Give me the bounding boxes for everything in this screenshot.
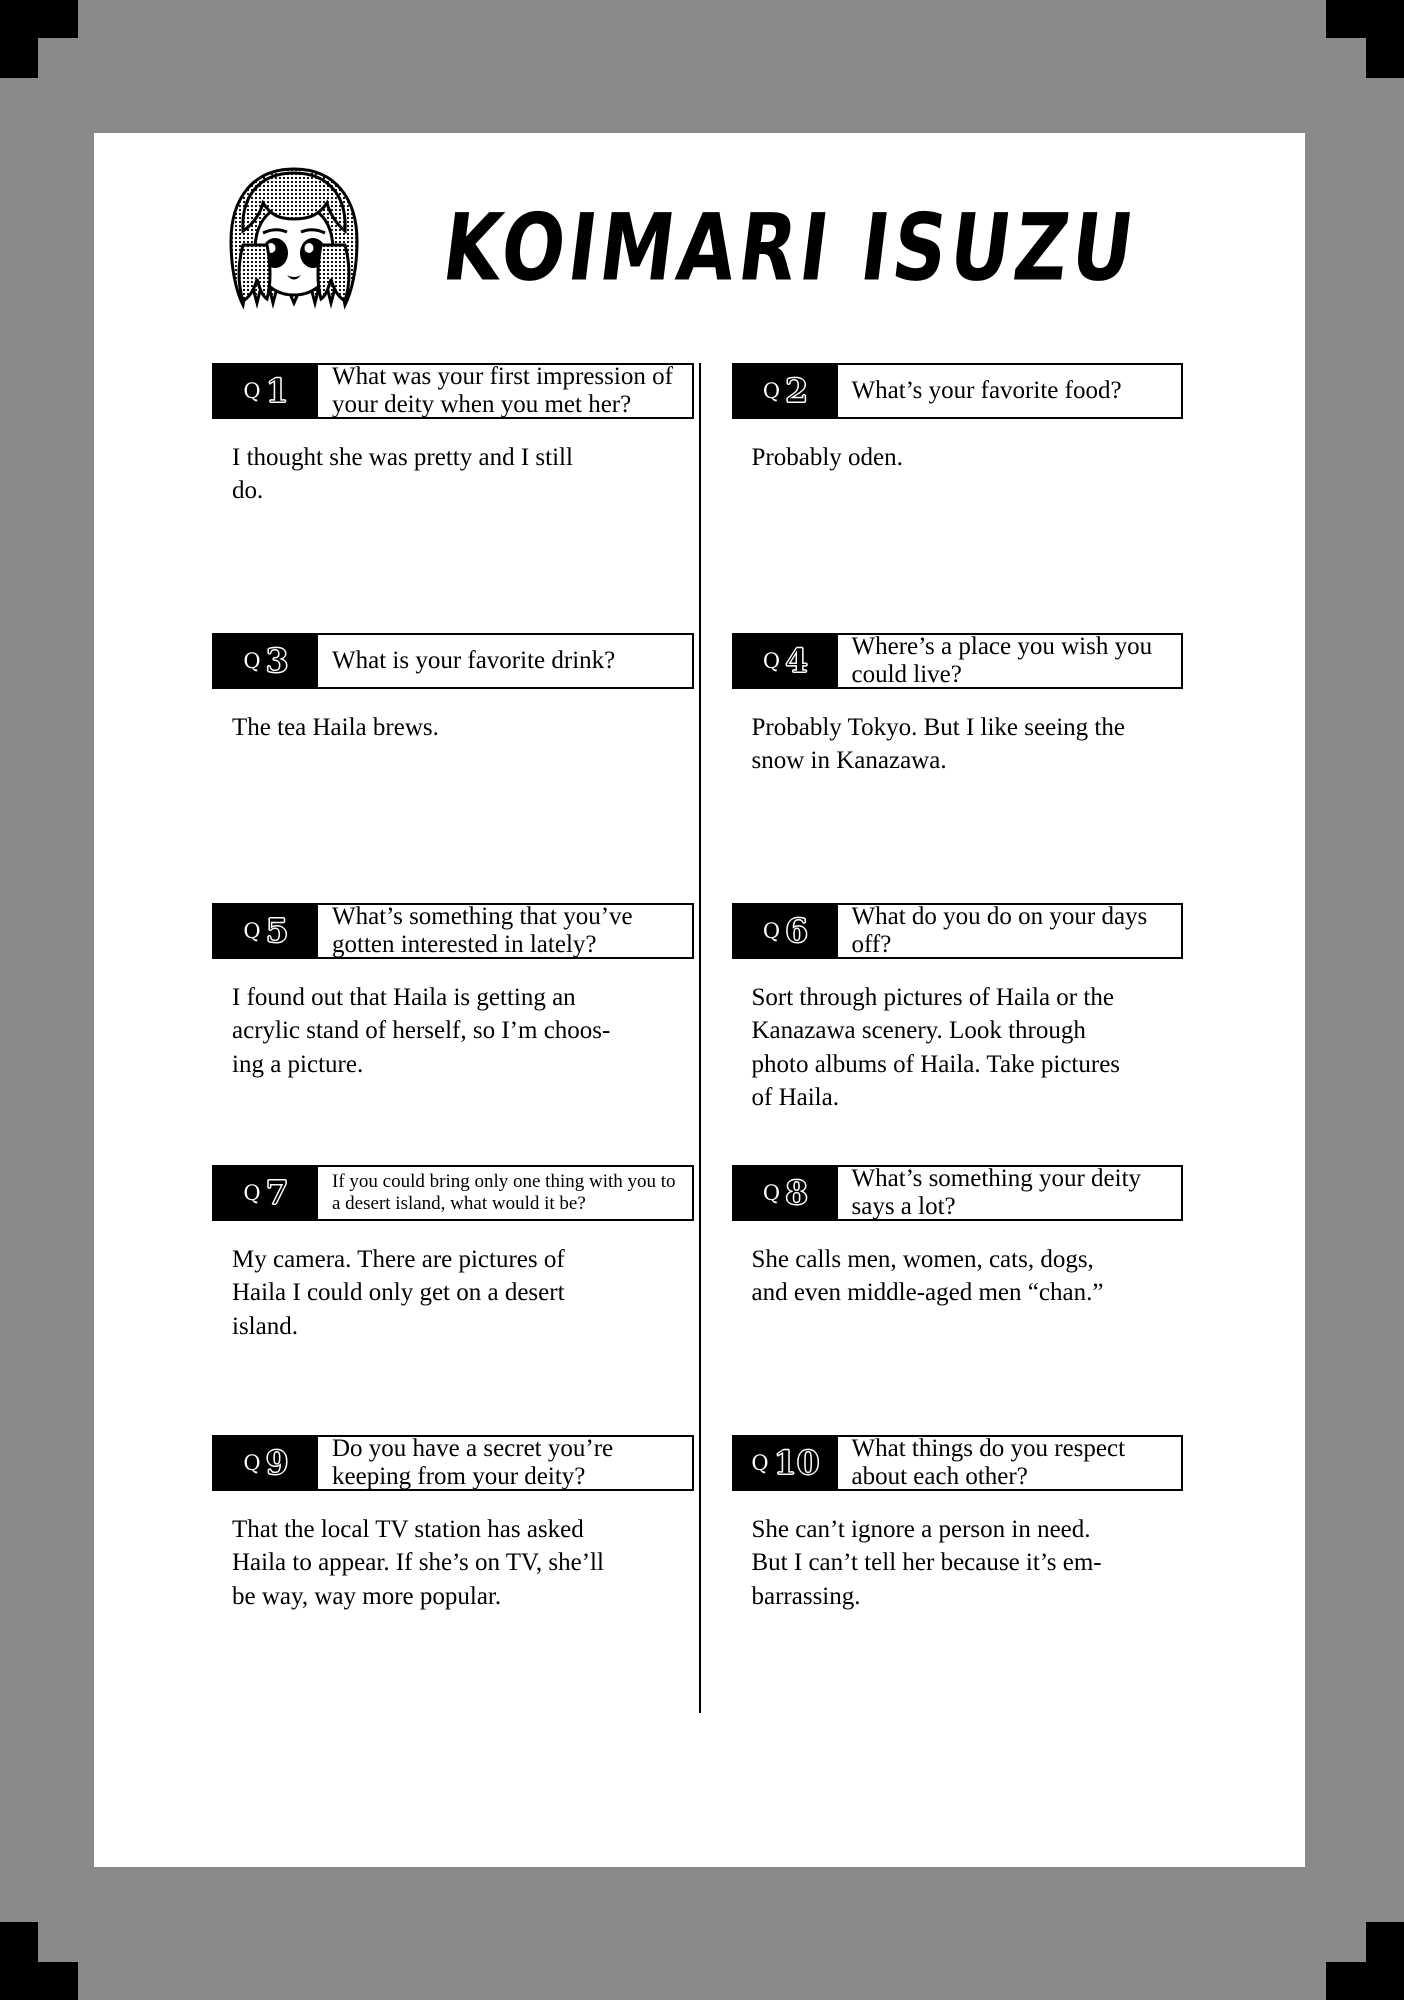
question-bar-10 [732,1435,1184,1491]
question-number-8 [734,1167,838,1219]
qa-grid [212,363,1187,1713]
q-letter: Q [243,1451,261,1475]
qa-row [212,1435,1187,1713]
question-number-9 [214,1437,318,1489]
question-text-7: If you could bring only one thing with you to a desert island, what would it be? [332,1170,676,1214]
qa-row [212,1165,1187,1435]
q-index: 9 [265,1442,289,1482]
page-title: KOIMARI ISUZU [437,194,1143,302]
q-index: 7 [265,1172,289,1212]
qa-cell-7 [212,1165,700,1435]
question-bar-5 [212,903,694,959]
question-bar-7 [212,1165,694,1221]
q-index: 5 [265,910,289,950]
question-number-6 [734,905,838,957]
q-letter: Q [762,1181,781,1205]
question-number-2 [734,365,838,417]
q-letter: Q [243,379,261,403]
question-text-10: What things do you respect about each other? [851,1435,1126,1490]
crop-mark-bottom-right [1326,1922,1404,2000]
qa-cell-3 [212,633,700,903]
answer-text-5: I found out that Haila is getting an acrylic stand of herself, so I’m choos- ing a picture. [232,984,611,1078]
answer-text-9: That the local TV station has asked Haila to appear. If she’s on TV, she’ll be way, way more popular. [232,1516,604,1610]
question-bar-8 [732,1165,1184,1221]
question-bar-4 [732,633,1184,689]
question-text-9: Do you have a secret you’re keeping from your deity? [332,1435,614,1490]
answer-text-7: My camera. There are pictures of Haila I could only get on a desert island. [232,1246,565,1340]
answer-text-10: She can’t ignore a person in need. But I can’t tell her because it’s em- barrassing. [751,1516,1102,1610]
question-number-4 [734,635,838,687]
q-index: 1 [265,370,289,410]
qa-cell-2 [700,363,1188,633]
q-letter: Q [243,649,261,673]
q-letter: Q [243,919,261,943]
qa-cell-9 [212,1435,700,1713]
question-number-5 [214,905,318,957]
question-bar-1 [212,363,694,419]
q-index: 2 [785,370,809,410]
crop-mark-bottom-left [0,1922,78,2000]
question-number-10 [734,1437,838,1489]
question-bar-6 [732,903,1184,959]
q-index: 6 [785,910,809,950]
qa-cell-5 [212,903,700,1165]
answer-text-6: Sort through pictures of Haila or the Kanazawa scenery. Look through photo albums of Haila. Take pictures of Haila. [751,984,1121,1111]
q-letter: Q [762,649,781,673]
q-letter: Q [762,379,781,403]
q-index: 3 [265,640,289,680]
q-letter: Q [751,1451,769,1475]
qa-row [212,363,1187,633]
question-bar-9 [212,1435,694,1491]
question-text-6: What do you do on your days off? [851,903,1148,958]
question-number-1 [214,365,318,417]
question-bar-3 [212,633,694,689]
question-text-1: What was your first impression of your deity when you met her? [332,363,673,418]
question-number-7 [214,1167,318,1219]
character-portrait-icon [199,153,389,343]
qa-row [212,903,1187,1165]
question-bar-2 [732,363,1184,419]
q-letter: Q [243,1181,261,1205]
q-index: 8 [785,1172,809,1212]
question-text-8: What’s something your deity says a lot? [851,1165,1142,1220]
question-text-5: What’s something that you’ve gotten interested in lately? [332,903,633,958]
q-index: 4 [785,640,809,680]
answer-text-1: I thought she was pretty and I still do. [232,444,573,505]
answer-text-4: Probably Tokyo. But I like seeing the snow in Kanazawa. [751,714,1125,775]
question-text-2: What’s your favorite food? [851,377,1122,404]
qa-cell-1 [212,363,700,633]
crop-mark-top-left [0,0,78,78]
answer-text-2: Probably oden. [751,444,903,471]
q-index: 10 [773,1442,820,1482]
qa-cell-6 [700,903,1188,1165]
qa-cell-10 [700,1435,1188,1713]
qa-cell-4 [700,633,1188,903]
question-text-4: Where’s a place you wish you could live? [851,633,1153,688]
qa-cell-8 [700,1165,1188,1435]
page-header [94,133,1305,363]
question-text-3: What is your favorite drink? [332,647,616,674]
crop-mark-top-right [1326,0,1404,78]
answer-text-3: The tea Haila brews. [232,714,439,741]
question-number-3 [214,635,318,687]
qa-row [212,633,1187,903]
interview-page [94,133,1305,1867]
q-letter: Q [762,919,781,943]
answer-text-8: She calls men, women, cats, dogs, and even middle-aged men “chan.” [751,1246,1104,1307]
